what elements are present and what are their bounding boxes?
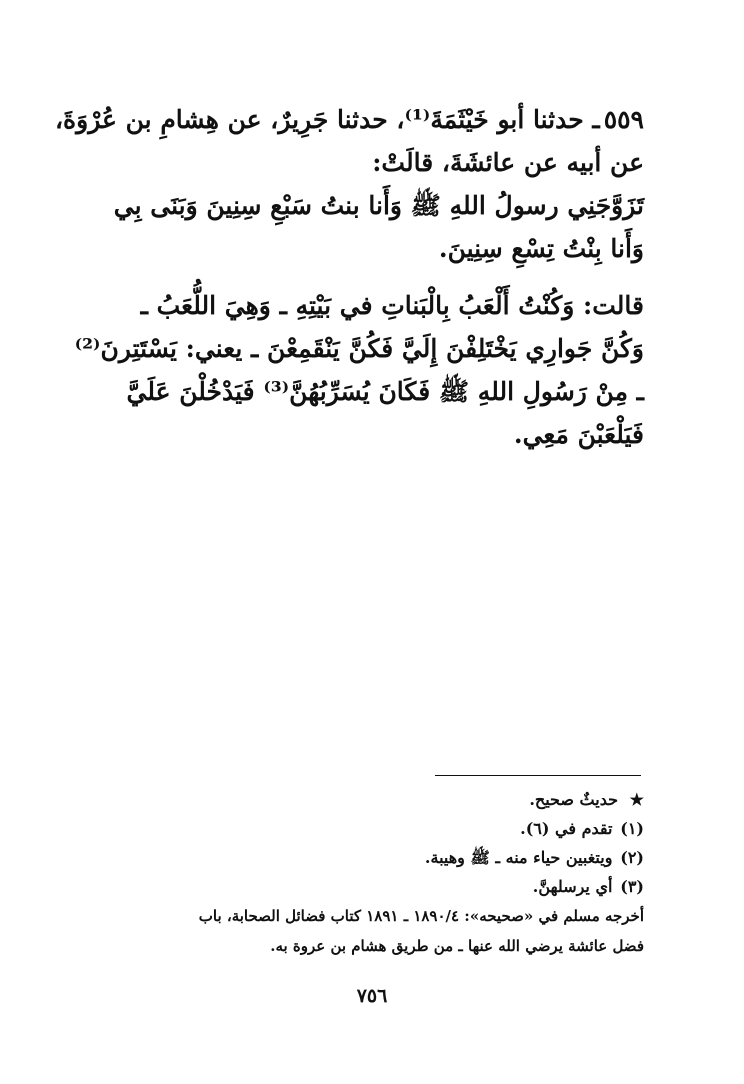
footnote-3 (99, 872, 644, 901)
star-marker: ★ (629, 790, 644, 809)
footnote-2 (99, 843, 644, 872)
footnote-3-text: أي يرسلهنَّ. (532, 877, 613, 896)
footnotes-section (99, 785, 644, 961)
footnote-star (99, 785, 644, 814)
takhrij-line-1: أخرجه مسلم في «صحيحه»: ١٨٩٠/٤ ـ ١٨٩١ كتاب فضائل الصحابة، باب (198, 907, 644, 925)
page-number: ٧٥٦ (356, 985, 388, 1007)
footnote-divider (435, 775, 641, 776)
footnote-2-text: ويتغبين حياء منه ـ ﷺ وهيبة. (424, 848, 613, 867)
footnote-2-marker: (٢) (620, 848, 644, 867)
hadith-line-4: وَأَنا بِنْتُ تِسْعِ سِنِينَ. (438, 234, 644, 263)
hadith-line-1-text: ـ حدثنا أبو خَيْثَمَةَ⁽¹⁾، حدثنا جَرِيرٌ، عن هِشامِ بن عُرْوَةَ، (54, 105, 600, 134)
footnote-1 (99, 814, 644, 843)
paragraph-gap (99, 270, 644, 284)
hadith-line-2: عن أبيه عن عائشَةَ، قالَتْ: (372, 148, 644, 177)
hadith-line-8: فَيَلْعَبْنَ مَعِي. (513, 420, 644, 449)
hadith-number: ٥٥٩ (603, 105, 644, 134)
hadith-body (54, 98, 644, 456)
hadith-line-3: تَزَوَّجَنِي رسولُ اللهِ ﷺ وَأَنا بنتُ سَبْعِ سِنِينَ وَبَنَى بِي (113, 191, 644, 220)
footnote-3-marker: (٣) (620, 877, 644, 896)
hadith-line-6: وَكُنَّ جَوارِي يَخْتَلِفْنَ إِلَيَّ فَكُنَّ يَنْقَمِعْنَ ـ يعني: يَسْتَتِرنَ⁽²⁾ (74, 334, 644, 363)
hadith-line-5: قالت: وَكُنْتُ أَلْعَبُ بِالْبَناتِ في بَيْتِهِ ـ وَهِيَ اللُّعَبُ ـ (140, 291, 644, 320)
hadith-line-1 (54, 98, 644, 141)
footnote-1-marker: (١) (620, 819, 644, 838)
star-text: حديثٌ صحيح. (529, 790, 618, 809)
takhrij-line-2: فضل عائشة يرضي الله عنها ـ من طريق هشام بن عروة به. (270, 937, 644, 955)
footnote-1-text: تقدم في (٦). (520, 819, 613, 838)
hadith-line-7: ـ مِنْ رَسُولِ اللهِ ﷺ فَكَانَ يُسَرِّبُهُنَّ⁽³⁾ فَيَدْخُلْنَ عَلَيَّ (126, 377, 644, 406)
